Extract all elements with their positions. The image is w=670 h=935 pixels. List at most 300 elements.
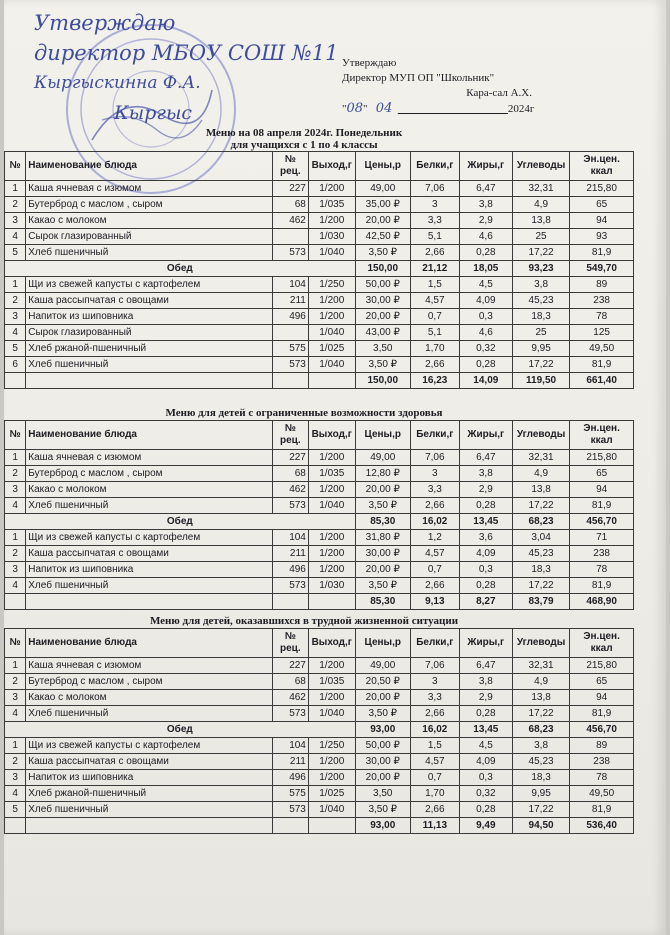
dish-name: Сырок глазированный — [26, 325, 273, 341]
table-row — [5, 229, 634, 245]
dish-price: 30,00 ₽ — [355, 293, 410, 309]
proteins-value: 7,06 — [410, 181, 459, 197]
fats-value: 2,9 — [459, 690, 512, 706]
header-fats: Жиры,г — [459, 421, 512, 450]
fats-value: 2,9 — [459, 482, 512, 498]
fats-value: 0,28 — [459, 498, 512, 514]
total-row — [5, 261, 634, 277]
table-row — [5, 245, 634, 261]
dish-price: 30,00 ₽ — [355, 546, 410, 562]
total-row — [5, 818, 634, 834]
table-row — [5, 546, 634, 562]
approval-date: "08" 04 ____________________2024г — [342, 101, 535, 116]
recipe-number: 575 — [272, 786, 308, 802]
row-number: 3 — [5, 213, 26, 229]
carbs-value: 13,8 — [512, 213, 569, 229]
header-fats: Жиры,г — [459, 152, 512, 181]
portion-output: 1/200 — [308, 658, 355, 674]
carbs-value: 17,22 — [512, 802, 569, 818]
proteins-value: 2,66 — [410, 357, 459, 373]
total-carbs: 83,79 — [512, 594, 569, 610]
dish-price: 49,00 — [355, 658, 410, 674]
total-row — [5, 373, 634, 389]
header-proteins: Белки,г — [410, 629, 459, 658]
dish-name: Напиток из шиповника — [26, 770, 273, 786]
dish-name: Хлеб пшеничный — [26, 245, 273, 261]
portion-output: 1/200 — [308, 690, 355, 706]
carbs-value: 32,31 — [512, 181, 569, 197]
row-number: 5 — [5, 802, 26, 818]
carbs-value: 32,31 — [512, 658, 569, 674]
dish-price: 20,00 ₽ — [355, 770, 410, 786]
dish-price: 49,00 — [355, 450, 410, 466]
proteins-value: 3 — [410, 674, 459, 690]
dish-price: 3,50 ₽ — [355, 245, 410, 261]
dish-price: 43,00 ₽ — [355, 325, 410, 341]
recipe-number: 462 — [272, 690, 308, 706]
header-name: Наименование блюда — [26, 421, 273, 450]
lunch-section-label: Обед — [5, 261, 356, 277]
recipe-number: 104 — [272, 738, 308, 754]
carbs-value: 17,22 — [512, 578, 569, 594]
dish-name: Каша рассыпчатая с овощами — [26, 546, 273, 562]
portion-output: 1/200 — [308, 213, 355, 229]
dish-price: 20,00 ₽ — [355, 562, 410, 578]
energy-value: 215,80 — [570, 658, 634, 674]
row-number: 4 — [5, 229, 26, 245]
fats-value: 0,28 — [459, 245, 512, 261]
total-carbs: 119,50 — [512, 373, 569, 389]
fats-value: 4,6 — [459, 325, 512, 341]
dish-price: 42,50 ₽ — [355, 229, 410, 245]
portion-output: 1/025 — [308, 786, 355, 802]
proteins-value: 3 — [410, 197, 459, 213]
energy-value: 81,9 — [570, 706, 634, 722]
row-number: 3 — [5, 770, 26, 786]
carbs-value: 18,3 — [512, 309, 569, 325]
proteins-value: 4,57 — [410, 754, 459, 770]
row-number: 2 — [5, 674, 26, 690]
carbs-value: 3,8 — [512, 277, 569, 293]
proteins-value: 3 — [410, 466, 459, 482]
menu-title — [84, 127, 524, 151]
energy-value: 49,50 — [570, 341, 634, 357]
row-number: 1 — [5, 181, 26, 197]
header-carbs: Углеводы — [512, 421, 569, 450]
menu-title-line-2: для учащихся с 1 по 4 классы — [230, 139, 378, 151]
proteins-value: 3,3 — [410, 690, 459, 706]
approval-line-2: Директор МУП ОП "Школьник" — [342, 72, 495, 84]
fats-value: 0,3 — [459, 562, 512, 578]
fats-value: 4,09 — [459, 293, 512, 309]
proteins-value: 5,1 — [410, 325, 459, 341]
handwritten-signature: Кыргыс — [114, 102, 193, 124]
proteins-value: 2,66 — [410, 245, 459, 261]
total-carbs: 93,23 — [512, 261, 569, 277]
fats-value: 0,28 — [459, 802, 512, 818]
table-header-row — [5, 629, 634, 658]
proteins-value: 1,5 — [410, 738, 459, 754]
fats-value: 6,47 — [459, 658, 512, 674]
fats-value: 0,28 — [459, 706, 512, 722]
total-energy: 536,40 — [570, 818, 634, 834]
date-quote-close: " — [363, 103, 368, 115]
date-month: 04 — [375, 101, 393, 116]
recipe-number: 575 — [272, 341, 308, 357]
fats-value: 2,9 — [459, 213, 512, 229]
portion-output: 1/025 — [308, 341, 355, 357]
proteins-value: 2,66 — [410, 802, 459, 818]
table-row — [5, 658, 634, 674]
total-empty-cell — [272, 373, 308, 389]
total-row — [5, 594, 634, 610]
fats-value: 4,09 — [459, 546, 512, 562]
total-proteins: 16,23 — [410, 373, 459, 389]
carbs-value: 13,8 — [512, 690, 569, 706]
recipe-number: 227 — [272, 658, 308, 674]
row-number: 2 — [5, 546, 26, 562]
dish-price: 3,50 ₽ — [355, 498, 410, 514]
energy-value: 89 — [570, 738, 634, 754]
energy-value: 65 — [570, 466, 634, 482]
fats-value: 3,8 — [459, 197, 512, 213]
recipe-number: 573 — [272, 498, 308, 514]
carbs-value: 9,95 — [512, 341, 569, 357]
carbs-value: 17,22 — [512, 245, 569, 261]
header-output: Выход,г — [308, 629, 355, 658]
dish-price: 20,00 ₽ — [355, 213, 410, 229]
row-number: 3 — [5, 309, 26, 325]
energy-value: 78 — [570, 309, 634, 325]
table-header-row — [5, 152, 634, 181]
header-fats: Жиры,г — [459, 629, 512, 658]
table-row — [5, 770, 634, 786]
menu-title-line-1: Меню на 08 апреля 2024г. Понедельник — [205, 127, 403, 139]
table-row — [5, 357, 634, 373]
row-number: 4 — [5, 325, 26, 341]
dish-price: 3,50 ₽ — [355, 357, 410, 373]
table-row — [5, 197, 634, 213]
dish-price: 20,00 ₽ — [355, 690, 410, 706]
dish-price: 49,00 — [355, 181, 410, 197]
total-fats: 13,45 — [459, 722, 512, 738]
portion-output: 1/040 — [308, 357, 355, 373]
energy-value: 49,50 — [570, 786, 634, 802]
dish-name: Какао с молоком — [26, 690, 273, 706]
fats-value: 4,5 — [459, 277, 512, 293]
proteins-value: 1,70 — [410, 341, 459, 357]
portion-output: 1/030 — [308, 229, 355, 245]
header-price: Цены,р — [355, 421, 410, 450]
table-row — [5, 181, 634, 197]
portion-output: 1/250 — [308, 277, 355, 293]
fats-value: 4,5 — [459, 738, 512, 754]
carbs-value: 17,22 — [512, 357, 569, 373]
proteins-value: 3,3 — [410, 482, 459, 498]
energy-value: 81,9 — [570, 498, 634, 514]
energy-value: 94 — [570, 213, 634, 229]
header-energy: Эн.цен. ккал — [570, 629, 634, 658]
table-row — [5, 450, 634, 466]
fats-value: 0,28 — [459, 357, 512, 373]
table-row — [5, 530, 634, 546]
proteins-value: 5,1 — [410, 229, 459, 245]
portion-output: 1/035 — [308, 197, 355, 213]
table-row — [5, 498, 634, 514]
header-proteins: Белки,г — [410, 421, 459, 450]
total-price: 93,00 — [355, 818, 410, 834]
carbs-value: 13,8 — [512, 482, 569, 498]
dish-name: Напиток из шиповника — [26, 562, 273, 578]
row-number: 4 — [5, 706, 26, 722]
energy-value: 215,80 — [570, 450, 634, 466]
table-row — [5, 786, 634, 802]
total-price: 93,00 — [355, 722, 410, 738]
fats-value: 4,09 — [459, 754, 512, 770]
portion-output: 1/200 — [308, 293, 355, 309]
portion-output: 1/200 — [308, 450, 355, 466]
dish-name: Каша ячневая с изюмом — [26, 450, 273, 466]
dish-name: Сырок глазированный — [26, 229, 273, 245]
dish-price: 3,50 ₽ — [355, 802, 410, 818]
energy-value: 65 — [570, 197, 634, 213]
portion-output: 1/200 — [308, 181, 355, 197]
table-row — [5, 466, 634, 482]
proteins-value: 4,57 — [410, 546, 459, 562]
dish-name: Каша ячневая с изюмом — [26, 181, 273, 197]
dish-name: Бутерброд с маслом , сыром — [26, 466, 273, 482]
proteins-value: 0,7 — [410, 562, 459, 578]
header-energy: Эн.цен. ккал — [570, 421, 634, 450]
approval-line-1: Утверждаю — [342, 57, 397, 69]
dish-name: Хлеб пшеничный — [26, 578, 273, 594]
proteins-value: 2,66 — [410, 578, 459, 594]
carbs-value: 9,95 — [512, 786, 569, 802]
header-num: № — [5, 152, 26, 181]
dish-name: Щи из свежей капусты с картофелем — [26, 530, 273, 546]
carbs-value: 4,9 — [512, 466, 569, 482]
lunch-section-label: Обед — [5, 514, 356, 530]
date-day: 08 — [346, 101, 364, 116]
total-empty-cell — [26, 373, 273, 389]
table-row — [5, 309, 634, 325]
dish-price: 20,00 ₽ — [355, 482, 410, 498]
fats-value: 6,47 — [459, 450, 512, 466]
dish-price: 31,80 ₽ — [355, 530, 410, 546]
recipe-number: 496 — [272, 562, 308, 578]
portion-output: 1/040 — [308, 498, 355, 514]
total-empty-cell — [5, 818, 26, 834]
header-output: Выход,г — [308, 152, 355, 181]
header-recipe: № рец. — [272, 421, 308, 450]
fats-value: 4,6 — [459, 229, 512, 245]
handwritten-line-1: Утверждаю — [34, 11, 176, 35]
recipe-number: 227 — [272, 181, 308, 197]
portion-output: 1/030 — [308, 578, 355, 594]
carbs-value: 17,22 — [512, 706, 569, 722]
recipe-number: 573 — [272, 357, 308, 373]
energy-value: 94 — [570, 482, 634, 498]
table-row — [5, 578, 634, 594]
dish-price: 3,50 ₽ — [355, 706, 410, 722]
portion-output: 1/200 — [308, 309, 355, 325]
fats-value: 0,28 — [459, 578, 512, 594]
table-row — [5, 482, 634, 498]
header-name: Наименование блюда — [26, 152, 273, 181]
total-empty-cell — [5, 594, 26, 610]
proteins-value: 1,70 — [410, 786, 459, 802]
row-number: 2 — [5, 466, 26, 482]
table-row — [5, 341, 634, 357]
carbs-value: 25 — [512, 229, 569, 245]
row-number: 3 — [5, 482, 26, 498]
total-proteins: 16,02 — [410, 514, 459, 530]
energy-value: 238 — [570, 754, 634, 770]
total-carbs: 68,23 — [512, 722, 569, 738]
carbs-value: 4,9 — [512, 674, 569, 690]
header-recipe: № рец. — [272, 152, 308, 181]
row-number: 5 — [5, 341, 26, 357]
energy-value: 78 — [570, 770, 634, 786]
dish-name: Щи из свежей капусты с картофелем — [26, 277, 273, 293]
row-number: 4 — [5, 578, 26, 594]
carbs-value: 25 — [512, 325, 569, 341]
table-row — [5, 325, 634, 341]
document-page — [4, 0, 666, 935]
header-recipe: № рец. — [272, 629, 308, 658]
energy-value: 215,80 — [570, 181, 634, 197]
portion-output: 1/200 — [308, 754, 355, 770]
fats-value: 0,32 — [459, 341, 512, 357]
approval-block — [342, 56, 562, 117]
recipe-number: 68 — [272, 466, 308, 482]
portion-output: 1/040 — [308, 802, 355, 818]
energy-value: 78 — [570, 562, 634, 578]
approval-line-3: Кара-сал А.Х. — [466, 87, 532, 99]
row-number: 1 — [5, 658, 26, 674]
recipe-number: 462 — [272, 482, 308, 498]
total-price: 150,00 — [355, 373, 410, 389]
header-carbs: Углеводы — [512, 152, 569, 181]
dish-name: Хлеб пшеничный — [26, 706, 273, 722]
total-energy: 456,70 — [570, 722, 634, 738]
dish-price: 50,00 ₽ — [355, 277, 410, 293]
carbs-value: 17,22 — [512, 498, 569, 514]
portion-output: 1/035 — [308, 466, 355, 482]
fats-value: 3,8 — [459, 674, 512, 690]
proteins-value: 0,7 — [410, 309, 459, 325]
energy-value: 65 — [570, 674, 634, 690]
total-empty-cell — [26, 594, 273, 610]
fats-value: 6,47 — [459, 181, 512, 197]
row-number: 1 — [5, 450, 26, 466]
fats-value: 3,6 — [459, 530, 512, 546]
total-fats: 14,09 — [459, 373, 512, 389]
total-price: 150,00 — [355, 261, 410, 277]
total-row — [5, 722, 634, 738]
recipe-number: 68 — [272, 674, 308, 690]
recipe-number: 573 — [272, 802, 308, 818]
menu-table-grades-1-4 — [4, 151, 634, 389]
dish-price: 20,00 ₽ — [355, 309, 410, 325]
recipe-number: 211 — [272, 546, 308, 562]
fats-value: 0,3 — [459, 770, 512, 786]
energy-value: 81,9 — [570, 245, 634, 261]
table-row — [5, 802, 634, 818]
dish-name: Каша ячневая с изюмом — [26, 658, 273, 674]
date-year: 2024г — [507, 103, 535, 115]
row-number: 5 — [5, 245, 26, 261]
table-header-row — [5, 421, 634, 450]
carbs-value: 3,8 — [512, 738, 569, 754]
total-fats: 13,45 — [459, 514, 512, 530]
recipe-number — [272, 229, 308, 245]
portion-output: 1/040 — [308, 706, 355, 722]
row-number: 2 — [5, 293, 26, 309]
carbs-value: 18,3 — [512, 770, 569, 786]
energy-value: 238 — [570, 293, 634, 309]
proteins-value: 2,66 — [410, 498, 459, 514]
total-proteins: 16,02 — [410, 722, 459, 738]
total-energy: 661,40 — [570, 373, 634, 389]
total-empty-cell — [272, 594, 308, 610]
total-empty-cell — [272, 818, 308, 834]
energy-value: 94 — [570, 690, 634, 706]
fats-value: 0,3 — [459, 309, 512, 325]
recipe-number: 211 — [272, 293, 308, 309]
dish-price: 50,00 ₽ — [355, 738, 410, 754]
carbs-value: 45,23 — [512, 293, 569, 309]
portion-output: 1/040 — [308, 245, 355, 261]
dish-name: Каша рассыпчатая с овощами — [26, 754, 273, 770]
total-empty-cell — [26, 818, 273, 834]
header-price: Цены,р — [355, 152, 410, 181]
header-num: № — [5, 421, 26, 450]
dish-price: 3,50 — [355, 341, 410, 357]
dish-name: Какао с молоком — [26, 213, 273, 229]
recipe-number: 496 — [272, 770, 308, 786]
portion-output: 1/040 — [308, 325, 355, 341]
row-number: 1 — [5, 277, 26, 293]
total-empty-cell — [5, 373, 26, 389]
energy-value: 81,9 — [570, 357, 634, 373]
dish-name: Каша рассыпчатая с овощами — [26, 293, 273, 309]
portion-output: 1/200 — [308, 770, 355, 786]
dish-name: Хлеб ржаной-пшеничный — [26, 341, 273, 357]
proteins-value: 7,06 — [410, 658, 459, 674]
total-carbs: 94,50 — [512, 818, 569, 834]
handwritten-line-3: Кыргыскинна Ф.А. — [34, 73, 201, 93]
dish-name: Какао с молоком — [26, 482, 273, 498]
energy-value: 125 — [570, 325, 634, 341]
menu-table-difficult-situation — [4, 628, 634, 834]
handwritten-line-2: директор МБОУ СОШ №11 — [34, 41, 339, 65]
recipe-number — [272, 325, 308, 341]
carbs-value: 18,3 — [512, 562, 569, 578]
dish-price: 12,80 ₽ — [355, 466, 410, 482]
recipe-number: 573 — [272, 706, 308, 722]
header-energy: Эн.цен. ккал — [570, 152, 634, 181]
dish-price: 3,50 ₽ — [355, 578, 410, 594]
dish-name: Щи из свежей капусты с картофелем — [26, 738, 273, 754]
recipe-number: 104 — [272, 530, 308, 546]
dish-name: Бутерброд с маслом , сыром — [26, 674, 273, 690]
row-number: 1 — [5, 530, 26, 546]
table-row — [5, 293, 634, 309]
row-number: 2 — [5, 197, 26, 213]
row-number: 1 — [5, 738, 26, 754]
header-carbs: Углеводы — [512, 629, 569, 658]
